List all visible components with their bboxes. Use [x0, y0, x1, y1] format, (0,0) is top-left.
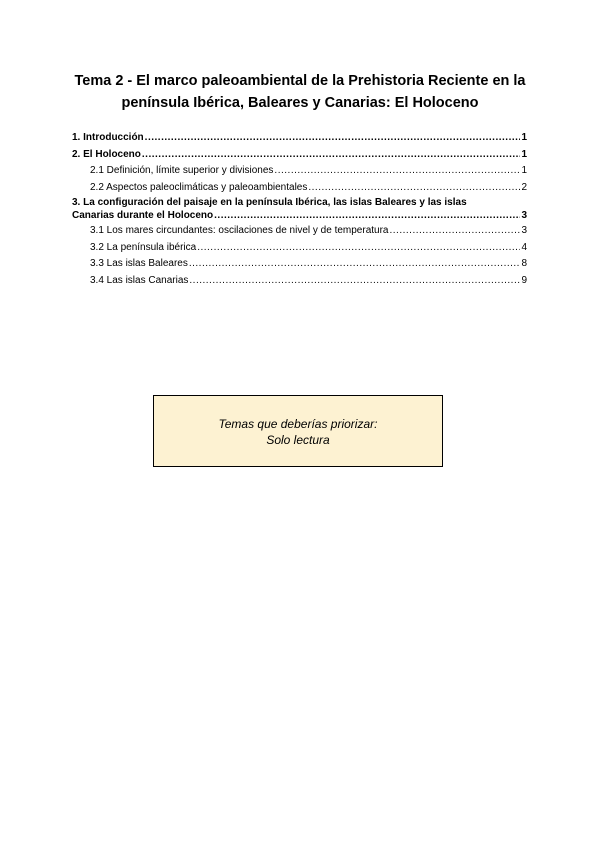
note-line-2: Solo lectura [266, 433, 330, 447]
toc-entry-canarias[interactable] [72, 273, 527, 290]
toc-label-line-1: 3. La configuración del paisaje en la península Ibérica, las islas Baleares y las islas [72, 197, 467, 208]
toc-leader [214, 209, 520, 223]
toc-leader [189, 273, 520, 290]
toc-page: 4 [521, 241, 527, 253]
toc-label: 2.2 Aspectos paleoclimáticas y paleoambientales [90, 181, 308, 193]
toc-label: 2. El Holoceno [72, 148, 141, 160]
toc-page: 2 [521, 181, 527, 193]
toc-leader [145, 130, 521, 147]
toc-page: 3 [521, 210, 527, 221]
toc-entry-holoceno[interactable] [72, 147, 527, 164]
toc-entry-mares[interactable] [72, 223, 527, 240]
toc-label-line-2: Canarias durante el Holoceno [72, 210, 214, 221]
toc-entry-configuracion[interactable] [72, 196, 527, 223]
toc-leader [390, 223, 521, 240]
toc-leader [197, 240, 520, 257]
toc-page: 1 [521, 132, 527, 143]
toc-label: 2.1 Definición, límite superior y divisiones [90, 165, 274, 176]
toc-label: 3.3 Las islas Baleares [90, 258, 188, 269]
title-line-1: Tema 2 - El marco paleoambiental de la Prehistoria Reciente en la [74, 73, 526, 89]
toc-leader [189, 256, 521, 273]
toc-label: 3.1 Los mares circundantes: oscilaciones de nivel y de temperatura [90, 225, 389, 236]
toc-label: 1. Introducción [72, 132, 144, 143]
toc-label: 3.2 La península ibérica [90, 241, 197, 253]
title-line-2: península Ibérica, Baleares y Canarias: El Holoceno [121, 95, 479, 111]
toc-page: 8 [521, 258, 527, 269]
toc-leader [274, 163, 520, 180]
toc-entry-baleares[interactable] [72, 256, 527, 273]
toc-entry-introduccion[interactable] [72, 130, 527, 147]
table-of-contents [72, 130, 527, 289]
toc-page: 1 [521, 165, 527, 176]
priority-note-box [153, 395, 443, 467]
document-title [60, 70, 540, 114]
toc-entry-definicion[interactable] [72, 163, 527, 180]
toc-leader [142, 147, 521, 164]
note-line-1: Temas que deberías priorizar: [218, 417, 378, 431]
toc-entry-peninsula[interactable] [72, 240, 527, 257]
toc-page: 9 [521, 274, 527, 286]
toc-label: 3.4 Las islas Canarias [90, 274, 189, 286]
toc-page: 3 [521, 225, 527, 236]
toc-page: 1 [521, 148, 527, 160]
toc-entry-aspectos[interactable] [72, 180, 527, 197]
toc-leader [308, 180, 520, 197]
